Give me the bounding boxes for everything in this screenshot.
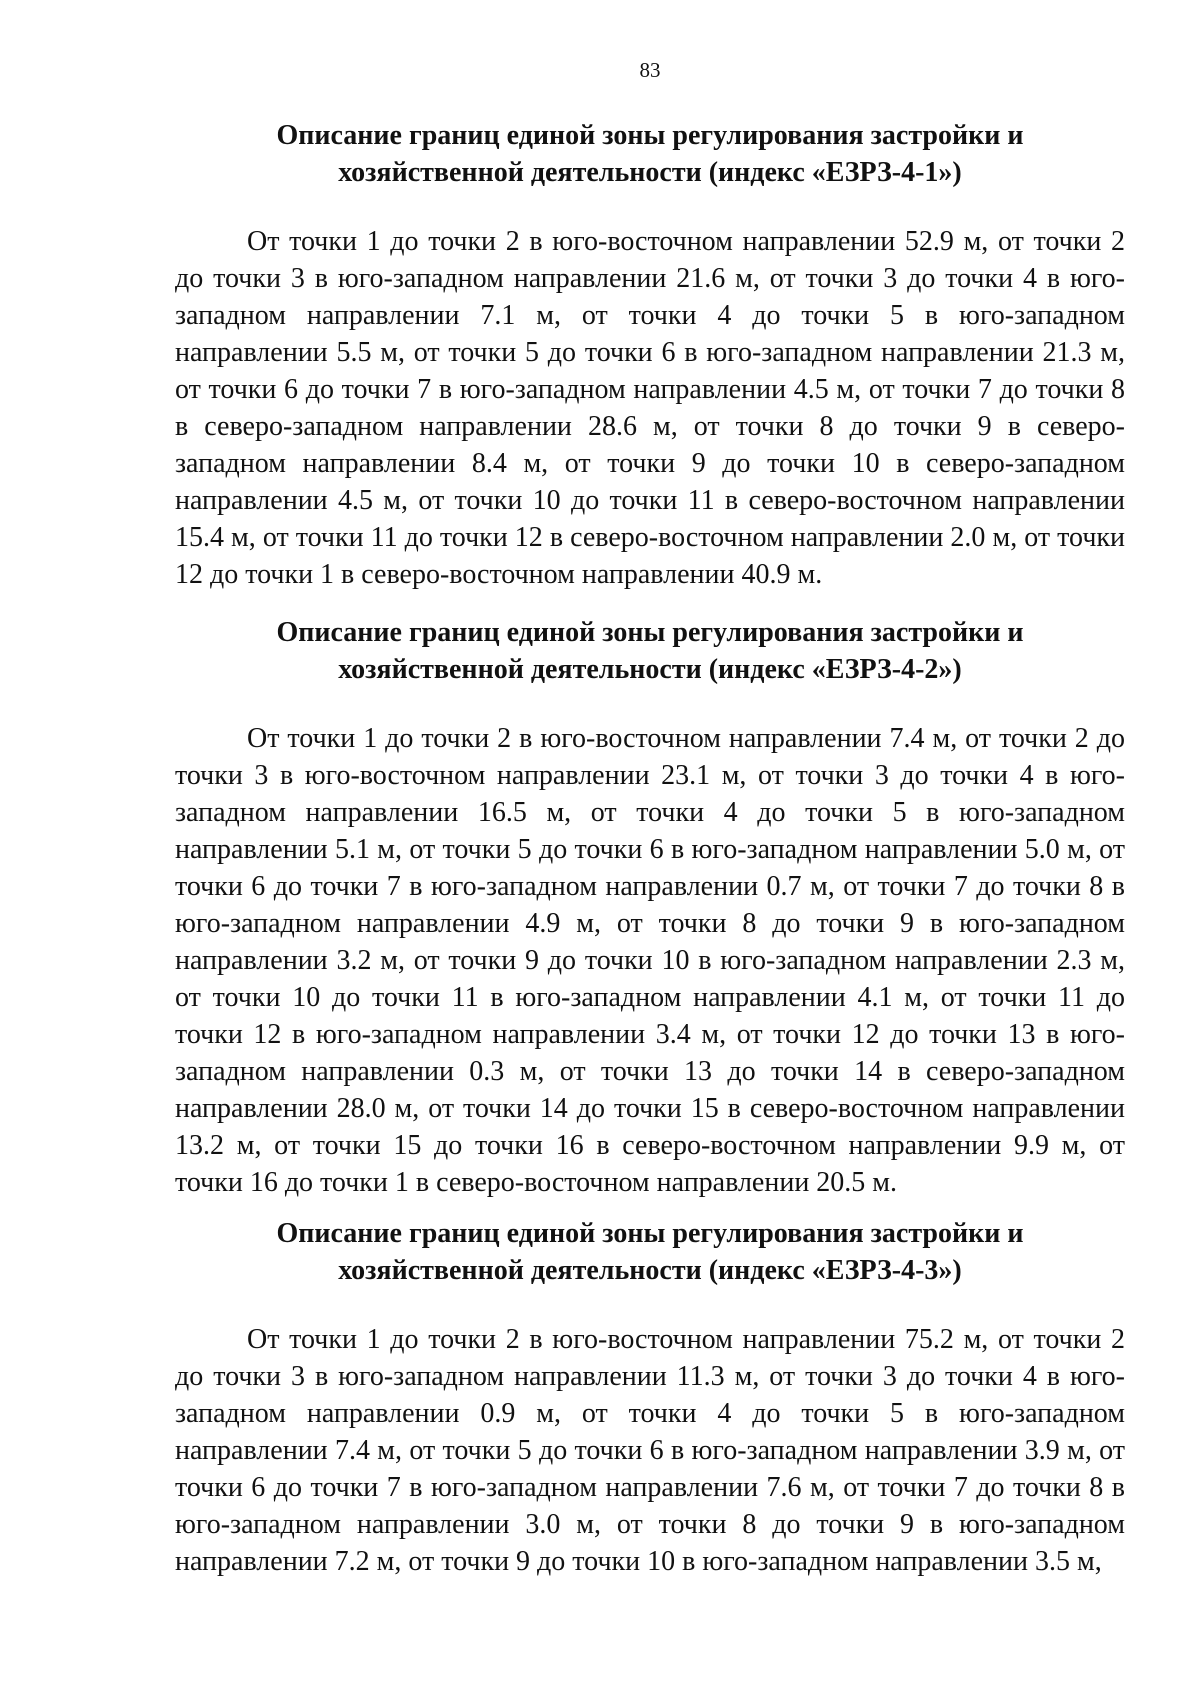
section-ezrz-4-3 [175, 1215, 1125, 1580]
section-title-line-1: Описание границ единой зоны регулирования застройки и [276, 1218, 1024, 1249]
page-number: 83 [639, 58, 661, 82]
section-title-line-1: Описание границ единой зоны регулирования застройки и [276, 617, 1024, 648]
section-ezrz-4-1 [175, 117, 1125, 593]
section-title-line-2: хозяйственной деятельности (индекс «ЕЗРЗ-4-1») [338, 157, 962, 188]
section-body: От точки 1 до точки 2 в юго-восточном направлении 7.4 м, от точки 2 до точки 3 в юго-восточном направлении 23.1 м, от точки 3 до точки 4 в юго-западном направлении 16.5 м, от точки 4 до точки 5 в юго-западном направлении 5.1 м, от точки 5 до точки 6 в юго-западном направлении 5.0 м, от точки 6 до точки 7 в юго-западном направлении 0.7 м, от точки 7 до точки 8 в юго-западном направлении 4.9 м, от точки 8 до точки 9 в юго-западном направлении 3.2 м, от точки 9 до точки 10 в юго-западном направлении 2.3 м, от точки 10 до точки 11 в юго-западном направлении 4.1 м, от точки 11 до точки 12 в юго-западном направлении 3.4 м, от точки 12 до точки 13 в юго-западном направлении 0.3 м, от точки 13 до точки 14 в северо-западном направлении 28.0 м, от точки 14 до точки 15 в северо-восточном направлении 13.2 м, от точки 15 до точки 16 в северо-восточном направлении 9.9 м, от точки 16 до точки 1 в северо-восточном направлении 20.5 м. [175, 723, 1125, 1198]
section-title-line-1: Описание границ единой зоны регулирования застройки и [276, 120, 1024, 151]
section-title-line-2: хозяйственной деятельности (индекс «ЕЗРЗ-4-2») [338, 654, 962, 685]
section-title [175, 614, 1125, 688]
section-body: От точки 1 до точки 2 в юго-восточном направлении 75.2 м, от точки 2 до точки 3 в юго-западном направлении 11.3 м, от точки 3 до точки 4 в юго-западном направлении 0.9 м, от точки 4 до точки 5 в юго-западном направлении 7.4 м, от точки 5 до точки 6 в юго-западном направлении 3.9 м, от точки 6 до точки 7 в юго-западном направлении 7.6 м, от точки 7 до точки 8 в юго-западном направлении 3.0 м, от точки 8 до точки 9 в юго-западном направлении 7.2 м, от точки 9 до точки 10 в юго-западном направлении 3.5 м, [175, 1324, 1125, 1577]
section-body: От точки 1 до точки 2 в юго-восточном направлении 52.9 м, от точки 2 до точки 3 в юго-западном направлении 21.6 м, от точки 3 до точки 4 в юго-западном направлении 7.1 м, от точки 4 до точки 5 в юго-западном направлении 5.5 м, от точки 5 до точки 6 в юго-западном направлении 21.3 м, от точки 6 до точки 7 в юго-западном направлении 4.5 м, от точки 7 до точки 8 в северо-западном направлении 28.6 м, от точки 8 до точки 9 в северо-западном направлении 8.4 м, от точки 9 до точки 10 в северо-западном направлении 4.5 м, от точки 10 до точки 11 в северо-восточном направлении 15.4 м, от точки 11 до точки 12 в северо-восточном направлении 2.0 м, от точки 12 до точки 1 в северо-восточном направлении 40.9 м. [175, 226, 1125, 590]
section-title [175, 1215, 1125, 1289]
section-title [175, 117, 1125, 191]
section-ezrz-4-2 [175, 614, 1125, 1201]
section-title-line-2: хозяйственной деятельности (индекс «ЕЗРЗ-4-3») [338, 1255, 962, 1286]
